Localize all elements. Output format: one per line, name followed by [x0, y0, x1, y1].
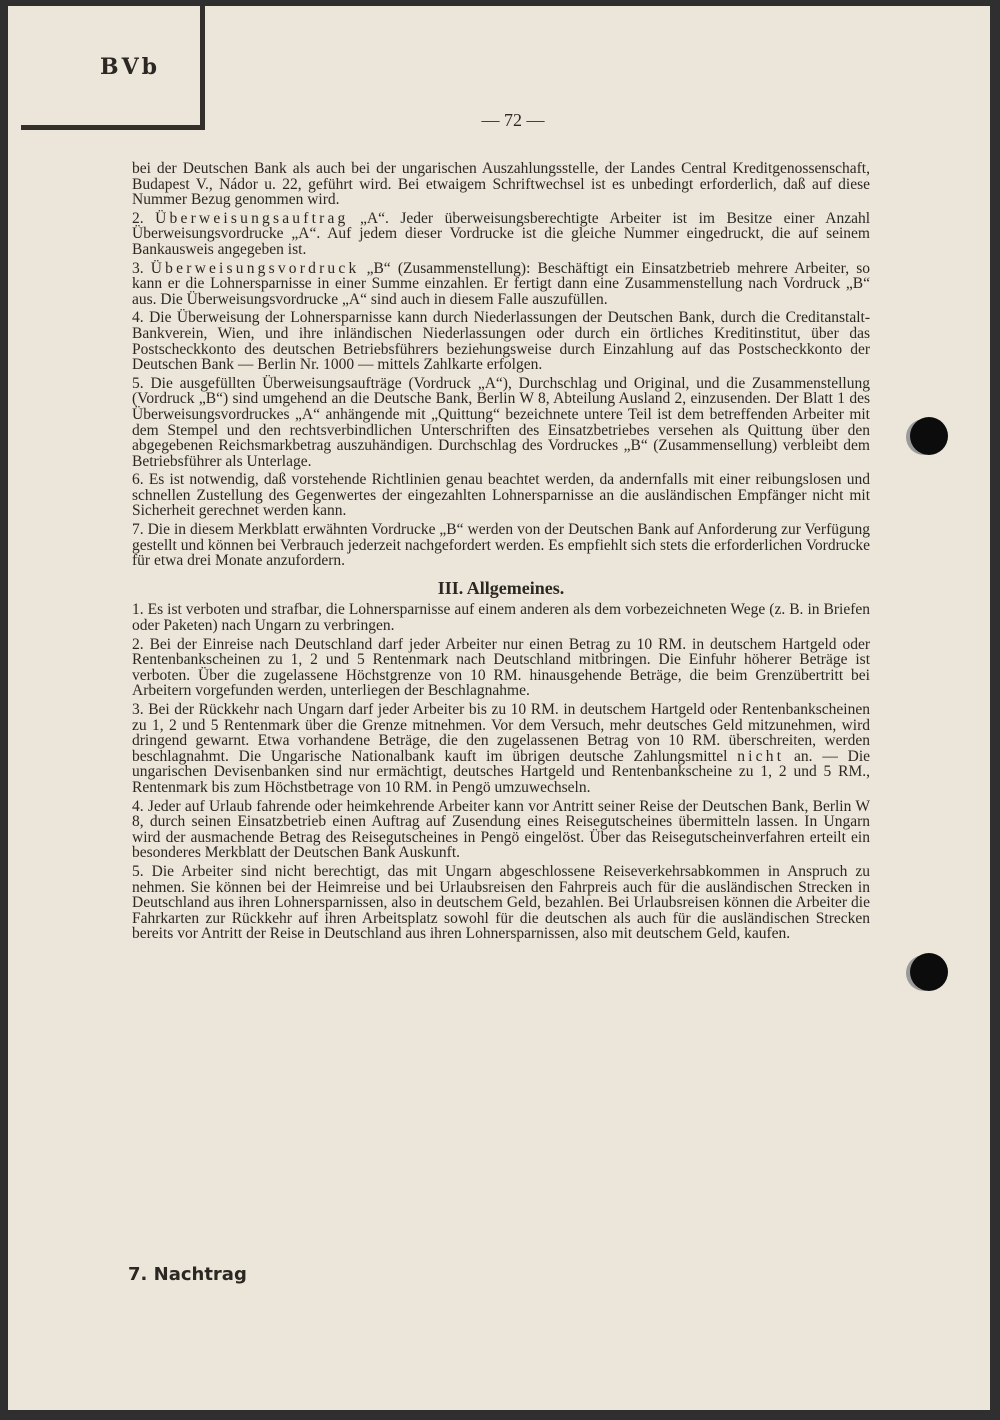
- item-2-text: „A“. Jeder überweisungsberechtigte Arbeiter ist im Besitze einer Anzahl Überweisungsvordrucke „A“. Auf jedem dieser Vordrucke ist die gleiche Nummer eingedruckt, die auf seinem Bankausweis angegeben ist.: [132, 209, 871, 258]
- corner-frame-horizontal-rule: [21, 125, 205, 130]
- section-3-paragraph-2: 2. Bei der Einreise nach Deutschland darf jeder Arbeiter nur einen Betrag zu 10 RM. in deutschem Hartgeld oder Rentenbankscheinen zu 1, 2 und 5 Rentenmark nach Deutschland mitbringen. Die Einfuhr höherer Beträge ist verboten. Über die zugelassene Höchstgrenze von 10 RM. hinausgehende Beträge, die beim Grenzübertritt bei Arbeitern vorgefunden werden, unterliegen der Beschlagnahme.: [132, 635, 870, 700]
- item-3-paragraph: [132, 261, 870, 308]
- intro-paragraph: bei der Deutschen Bank als auch bei der ungarischen Auszahlungsstelle, der Landes Central Kreditgenossenschaft, Budapest V., Nádor u. 22, geführt wird. Bei etwaigem Schriftwechsel ist es unbedingt erforderlich, daß auf diese Nummer Bezug genommen wird.: [132, 160, 870, 209]
- item-2-number: 2.: [132, 209, 144, 227]
- section-3-paragraph-3-part-a: 3. Bei der Rückkehr nach Ungarn darf jeder Arbeiter bis zu 10 RM. in deutschem Hartgeld oder Rentenbankscheinen zu 1, 2 und 5 Rentenmark über die Grenze mitnehmen. Vor dem Versuch, mehr deutsches Geld mitzunehmen, wird dringend gewarnt. Etwa vorhandene Beträge, die den zugelassenen Betrag von 10 RM. überschreiten, werden beschlagnahmt. Die Ungarische Nationalbank kauft im übrigen deutsche Zahlungsmittel: [132, 701, 870, 765]
- section-3-paragraph-3: [132, 702, 870, 796]
- punch-hole: [910, 953, 948, 991]
- item-5-paragraph: 5. Die ausgefüllten Überweisungsaufträge (Vordruck „A“), Durchschlag und Original, und die Zusammenstellung (Vordruck „B“) sind umgehend an die Deutsche Bank, Berlin W 8, Abteilung Ausland 2, einzusenden. Der Blatt 1 des Überweisungsvordruckes „A“ anhängende mit „Quittung“ bezeichnete untere Teil ist dem betreffenden Arbeiter mit dem Stempel und den rechtsverbindlichen Unterschriften des Einsatzbetriebes versehen als Quittung über den abgegebenen Reichsmarkbetrag auszuhändigen. Durchschlag des Vordruckes „B“ (Zusammensellung) verbleibt dem Betriebsführer als Unterlage.: [132, 374, 870, 470]
- spaced-emphasis: nicht: [737, 747, 785, 765]
- item-3-text: „B“ (Zusammenstellung): Beschäftigt ein Einsatzbetrieb mehrere Arbeiter, so kann er die Lohnersparnisse in einer Summe einzahlen. Er fertigt dann eine Zusammenstellung nach Vordruck „B“ aus. Die Überweisungsvordrucke „A“ sind auch in diesem Falle auszufüllen.: [132, 259, 871, 308]
- section-3-paragraph-1: 1. Es ist verboten und strafbar, die Lohnersparnisse auf einem anderen als dem vorbezeichneten Wege (z. B. in Briefen oder Paketen) nach Ungarn zu verbringen.: [132, 601, 870, 635]
- section-3-paragraph-3-part-b: an. — Die ungarischen Devisenbanken sind nur ermächtigt, deutsches Hartgeld und Rentenbankscheine zu 1, 2 und 5 RM., Rentenmark bis zum Höchstbetrage von 10 RM. in Pengö umzuwechseln.: [132, 747, 871, 796]
- punch-hole: [910, 417, 948, 455]
- item-4-paragraph: 4. Die Überweisung der Lohnersparnisse kann durch Niederlassungen der Deutschen Bank, durch die Creditanstalt-Bankverein, Wien, und ihre inländischen Niederlassungen oder durch ein örtliches Kreditinstitut, über das Postscheckkonto des deutschen Betriebsführers beziehungsweise durch Einzahlung auf das Postscheckkonto der Deutschen Bank — Berlin Nr. 1000 — mittels Zahlkarte erfolgen.: [132, 309, 870, 374]
- item-3-term: Überweisungsvordruck: [150, 259, 360, 277]
- section-3-paragraph-4: 4. Jeder auf Urlaub fahrende oder heimkehrende Arbeiter kann vor Antritt seiner Reise der Deutschen Bank, Berlin W 8, durch seinen Einsatzbetrieb einen Auftrag auf Zusendung eines Reisegutscheines übermitteln lassen. In Ungarn wird der ausmachende Betrag des Reisegutscheines in Pengö eingelöst. Über das Reisegutscheinverfahren erteilt ein besonderes Merkblatt der Deutschen Bank Auskunft.: [132, 797, 870, 862]
- corner-frame-vertical-rule: [200, 6, 205, 128]
- item-7-paragraph: 7. Die in diesem Merkblatt erwähnten Vordrucke „B“ werden von der Deutschen Bank auf Anforderung zur Verfügung gestellt und können bei Verbrauch jederzeit nachgefordert werden. Es empfiehlt sich stets die erforderlichen Vordrucke für etwa drei Monate anzufordern.: [132, 521, 870, 570]
- page-number: — 72 —: [481, 110, 545, 130]
- section-heading: III. Allgemeines.: [437, 577, 565, 598]
- document-body: [132, 161, 870, 945]
- item-6-paragraph: 6. Es ist notwendig, daß vorstehende Richtlinien genau beachtet werden, da andernfalls mit einer reibungslosen und schnellen Zustellung des Gegenwertes der eingezahlten Lohnersparnisse an die ausländischen Empfänger nicht mit Sicherheit gerechnet werden kann.: [132, 471, 870, 520]
- footer-label: 7. Nachtrag: [128, 1264, 247, 1285]
- item-2-term: Überweisungsauftrag: [155, 209, 349, 227]
- section-3-paragraph-5: 5. Die Arbeiter sind nicht berechtigt, das mit Ungarn abgeschlossene Reiseverkehrsabkommen in Anspruch zu nehmen. Sie können bei der Heimreise und bei Urlaubsreisen den Fahrpreis auch für die ausländischen Strecken in Deutschland aus ihren Lohnersparnissen, also in deutschem Geld, bezahlen. Bei Urlaubsreisen können die Arbeiter die Fahrkarten zur Rückkehr auf ihren Arbeitsplatz sowohl für die deutschen als auch für die ausländischen Strecken bereits vor Antritt der Reise in Deutschland aus ihren Lohnersparnissen, also mit deutschem Geld, kaufen.: [132, 862, 870, 943]
- document-page: [8, 6, 990, 1410]
- item-3-number: 3.: [132, 259, 144, 277]
- item-2-paragraph: [132, 211, 870, 258]
- document-mark: BVb: [100, 54, 161, 80]
